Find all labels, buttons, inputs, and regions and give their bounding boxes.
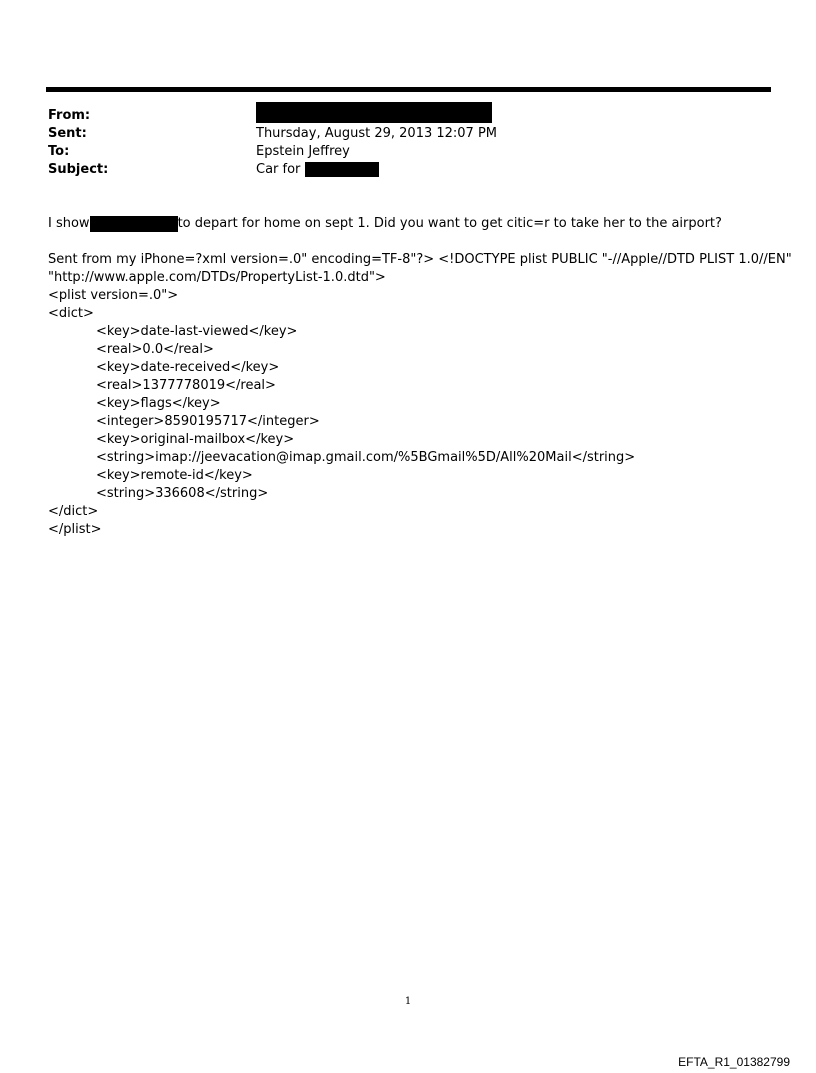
plist-line: </plist> [48, 522, 102, 537]
plist-line: <key>date-received</key> [96, 360, 280, 375]
plist-line: <string>imap://jeevacation@imap.gmail.com/%5BGmail%5D/All%20Mail</string> [96, 450, 636, 465]
plist-line: <integer>8590195717</integer> [96, 414, 320, 429]
from-label: From: [48, 108, 91, 123]
plist-line: <key>original-mailbox</key> [96, 432, 295, 447]
to-label: To: [48, 144, 70, 159]
plist-line: <real>0.0</real> [96, 342, 214, 357]
to-value: Epstein Jeffrey [256, 144, 350, 159]
body-line-1 [48, 215, 722, 233]
plist-line: <key>date-last-viewed</key> [96, 324, 298, 339]
plist-line: <string>336608</string> [96, 486, 269, 501]
body-line-1-end: to depart for home on sept 1. Did you want to get citic=r to take her to the airport? [177, 216, 722, 231]
header-rule [46, 87, 771, 92]
sent-label: Sent: [48, 126, 87, 141]
subject-label: Subject: [48, 162, 109, 177]
plist-line: "http://www.apple.com/DTDs/PropertyList-1.0.dtd"> [48, 270, 386, 285]
plist-line: <plist version=.0"> [48, 288, 179, 303]
redaction-box [90, 216, 178, 232]
redaction-box [256, 102, 492, 123]
subject-prefix: Car for [256, 162, 301, 177]
plist-line: <key>remote-id</key> [96, 468, 253, 483]
plist-line: <key>flags</key> [96, 396, 221, 411]
from-value-redacted [256, 102, 492, 123]
redaction-box [305, 162, 379, 177]
plist-line: Sent from my iPhone=?xml version=.0" encoding=TF-8"?> <!DOCTYPE plist PUBLIC "-//Apple//DTD PLIST 1.0//EN" [48, 252, 792, 267]
sent-value: Thursday, August 29, 2013 12:07 PM [256, 126, 498, 141]
page-number: 1 [404, 996, 412, 1007]
document-id: EFTA_R1_01382799 [678, 1055, 790, 1069]
plist-line: <real>1377778019</real> [96, 378, 276, 393]
plist-line: <dict> [48, 306, 94, 321]
body-line-1-start: I show [48, 216, 90, 231]
subject-value [256, 161, 379, 179]
plist-line: </dict> [48, 504, 99, 519]
